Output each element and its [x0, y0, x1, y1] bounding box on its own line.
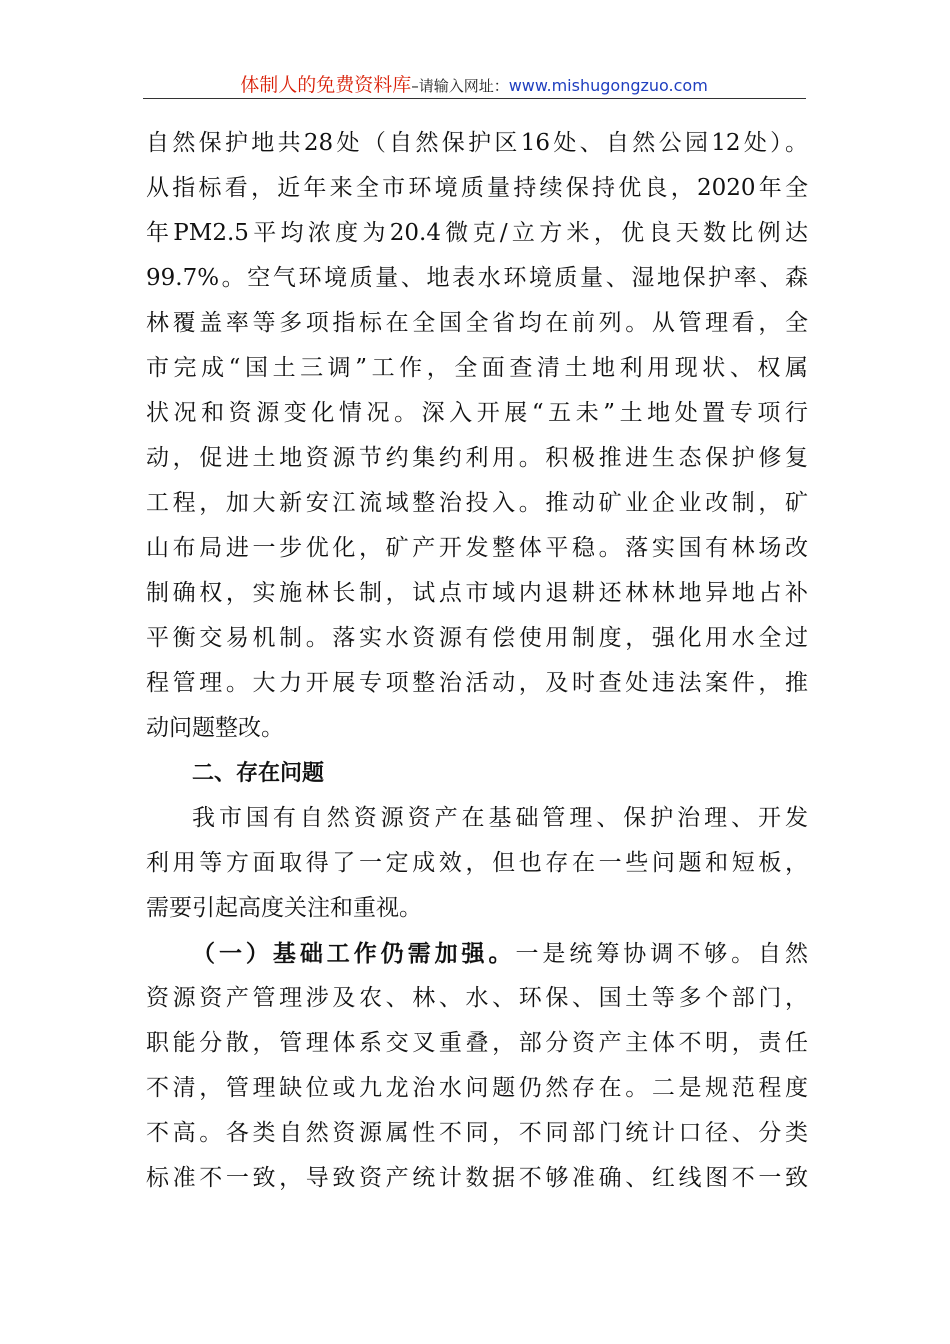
subsection-heading: （一）基础工作仍需加强。: [192, 940, 516, 967]
text-line: 自然保护地共28处（自然保护区16处、自然公园12处）。: [146, 130, 808, 156]
header-prompt: –请输入网址：: [411, 77, 509, 95]
header-divider: [143, 98, 806, 99]
text-line: 资源资产管理涉及农、林、水、环保、国土等多个部门，: [146, 985, 808, 1011]
text-line: 需要引起高度关注和重视。: [146, 895, 422, 921]
header-url[interactable]: www.mishugongzuo.com: [508, 76, 708, 95]
text-line: 利用等方面取得了一定成效，但也存在一些问题和短板，: [146, 850, 808, 876]
text-line: 程管理。大力开展专项整治活动，及时查处违法案件，推: [146, 670, 808, 696]
text-line: 我市国有自然资源资产在基础管理、保护治理、开发: [192, 805, 808, 831]
text-line: 制确权，实施林长制，试点市域内退耕还林林地异地占补: [146, 580, 808, 606]
page-header: [143, 72, 805, 99]
text-line: 平衡交易机制。落实水资源有偿使用制度，强化用水全过: [146, 625, 808, 651]
text-line: 状况和资源变化情况。深入开展“五未”土地处置专项行: [146, 400, 808, 426]
text-line: 99.7%。空气环境质量、地表水环境质量、湿地保护率、森: [146, 265, 808, 291]
document-body: [146, 121, 808, 1201]
header-brand: 体制人的免费资料库: [240, 74, 412, 96]
text-line: 动问题整改。: [146, 715, 284, 741]
text-line: 标准不一致，导致资产统计数据不够准确、红线图不一致: [146, 1165, 808, 1191]
text-line: 年PM2.5平均浓度为20.4微克/立方米，优良天数比例达: [146, 220, 808, 246]
text-line: 从指标看，近年来全市环境质量持续保持优良，2020年全: [146, 175, 808, 201]
section-heading: 二、存在问题: [192, 761, 325, 786]
text-line: 不高。各类自然资源属性不同，不同部门统计口径、分类: [146, 1120, 808, 1146]
text-line: 不清，管理缺位或九龙治水问题仍然存在。二是规范程度: [146, 1075, 808, 1101]
text-line: 山布局进一步优化，矿产开发整体平稳。落实国有林场改: [146, 535, 808, 561]
text-line: 动，促进土地资源节约集约利用。积极推进生态保护修复: [146, 445, 808, 471]
subsection-text: 一是统筹协调不够。自然: [515, 941, 809, 967]
text-line: 林覆盖率等多项指标在全国全省均在前列。从管理看，全: [146, 310, 808, 336]
text-line: 工程，加大新安江流域整治投入。推动矿业企业改制，矿: [146, 490, 808, 516]
text-line: 职能分散，管理体系交叉重叠，部分资产主体不明，责任: [146, 1030, 808, 1056]
text-line: 市完成“国土三调”工作，全面查清土地利用现状、权属: [146, 355, 808, 381]
subsection-line: [146, 931, 808, 976]
